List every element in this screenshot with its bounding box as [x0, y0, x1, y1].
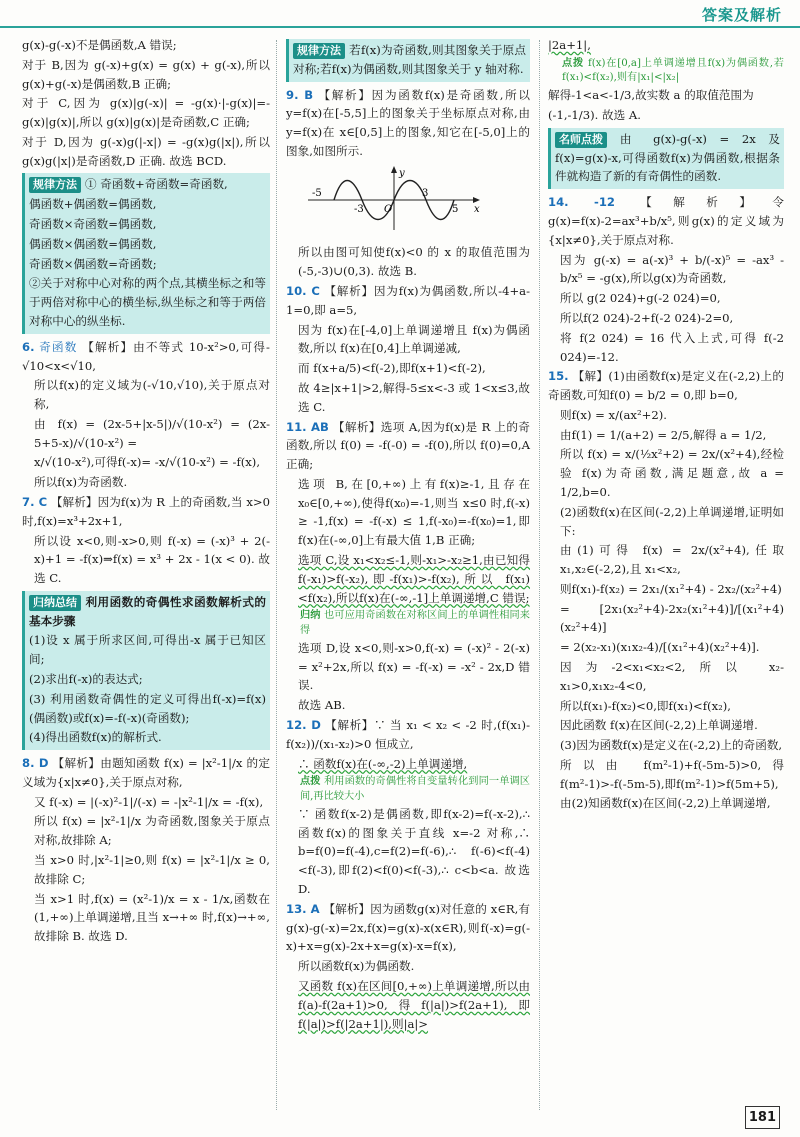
- box-line: ②关于对称中心对称的两个点,其横坐标之和等于两倍对称中心的横坐标,纵坐标之和等于两倍对称中心的纵坐标.: [29, 276, 266, 328]
- text-line: 当 x>0 时,|x²-1|≥0,则 f(x) = |x²-1|/x ≥ 0,故排除 C;: [34, 853, 270, 886]
- tick-label: 3: [422, 187, 429, 199]
- text-line: 所以 g(2 024)+g(-2 024)=0,: [560, 291, 721, 306]
- text-line: 因为 f(x)在[-4,0]上单调递增且 f(x)为偶函数,所以 f(x)在[0,4]上单调递减,: [298, 322, 530, 356]
- text-line: 因为-2<x₁<x₂<2,所以 x₂-x₁>0,x₁x₂-4<0,: [560, 660, 784, 693]
- note-label: 归纳: [300, 609, 321, 622]
- question-number: 8. D: [22, 756, 49, 771]
- box-title: 利用函数的奇偶性求函数解析式的基本步骤: [29, 594, 266, 628]
- question-number: 15.: [548, 369, 569, 384]
- question-number: 11. AB: [286, 419, 329, 434]
- text-line: 所以f(2 024)-2+f(-2 024)-2=0,: [560, 310, 734, 325]
- text-line: = [2x₁(x₂²+4)-2x₂(x₁²+4)]/[(x₁²+4)(x₂²+4)]: [560, 601, 784, 635]
- text-line: 故 4≥|x+1|>2,解得-5≤x<-3 或 1<x≤3,故选 C.: [298, 380, 530, 414]
- text-line: 【解析】令 g(x)=f(x)-2=ax³+b/x⁵,则g(x)的定义域为{x|x≠0},关于原点对称.: [548, 195, 784, 247]
- text-line: 【解析】由题知函数 f(x) = |x²-1|/x 的定义域为{x|x≠0},关于原点对称,: [22, 756, 270, 789]
- text-line: 解得-1<a<-1/3,故实数 a 的取值范围为: [548, 88, 754, 103]
- tick-label: -3: [354, 203, 364, 215]
- column-divider: [539, 40, 540, 1110]
- box-tag: 规律方法: [293, 43, 345, 59]
- tick-label: 5: [452, 203, 459, 215]
- note-text: 也可应用奇函数在对称区间上的单调性相同来得: [300, 610, 530, 636]
- box-line: (1)设 x 属于所求区间,可得出-x 属于已知区间;: [29, 633, 266, 667]
- header-rule: [0, 26, 800, 28]
- text-line: 【解析】因为函数g(x)对任意的 x∈R,有 g(x)-g(-x)=2x,f(x)=g(x)-x(x∈R),则f(-x)=g(-x)+x=g(x)-2x+x=g(x)-x=f(x),: [286, 901, 530, 954]
- box-tag: 规律方法: [29, 177, 81, 193]
- column-left: [22, 36, 270, 947]
- text-line: 则f(x) = x/(ax²+2).: [560, 407, 667, 422]
- question-number: 12. D: [286, 718, 321, 732]
- axis-label: y: [399, 167, 405, 179]
- summary-box: [22, 591, 270, 750]
- column-right: [548, 36, 784, 814]
- box-line: 偶函数+偶函数=偶函数,: [29, 197, 157, 212]
- origin-label: O: [384, 203, 393, 215]
- text-line: 所以由 f(m²-1)+f(-5m-5)>0,得 f(m²-1)>-f(-5m-5),即f(m²-1)>f(5m+5),: [560, 757, 784, 791]
- box-line: 奇函数×偶函数=奇函数;: [29, 256, 157, 271]
- text-line: 所以 f(x) = |x²-1|/x 为奇函数,图象关于原点对称,故排除 A;: [34, 814, 270, 848]
- question-number: 6.: [22, 339, 35, 354]
- text-line: ∴ 函数f(x)在(-∞,-2)上单调递增,: [298, 756, 468, 771]
- question-number: 13. A: [286, 901, 320, 916]
- text-line: 由 f(x) = (2x-5+|x-5|)/√(10-x²) = (2x-5+5-x)/√(10-x²) =: [34, 416, 270, 450]
- page-header-title: 答案及解析: [701, 6, 782, 24]
- text-line: 当 x>1 时,f(x) = (x²-1)/x = x - 1/x,函数在(1,+∞)上单调递增,且当 x→+∞ 时,f(x)→+∞,故排除 B. 故选 D.: [34, 891, 270, 944]
- text-line: 【解析】由不等式 10-x²>0,可得-√10<x<√10,: [22, 339, 270, 373]
- page-number: 181: [745, 1106, 780, 1129]
- text-line: 由(1)可得 f(x) = 2x/(x²+4),任取 x₁,x₂∈(-2,2),且 x₁<x₂,: [560, 543, 784, 577]
- text-line: 选项 D,设 x<0,则-x>0,f(-x) = (-x)² - 2(-x) = x²+2x,所以 f(x) = -f(-x) = -x² - 2x,D 错误.: [298, 640, 530, 693]
- text-line: 由(2)知函数f(x)在区间(-2,2)上单调递增,: [560, 796, 771, 811]
- tick-label: -5: [312, 187, 322, 199]
- column-divider: [276, 40, 277, 1110]
- note-text: f(x)在[0,a]上单调递增且f(x)为偶函数,若f(x₁)<f(x₂),则有|x₁|<|x₂|: [562, 57, 784, 84]
- text-line: 而 f(x+a/5)<f(-2),即f(x+1)<f(-2),: [298, 361, 486, 376]
- text-line: (3)因为函数f(x)是定义在(-2,2)上的奇函数,: [560, 738, 783, 753]
- text-line: 又 f(-x) = |(-x)²-1|/(-x) = -|x²-1|/x = -f(x),: [34, 794, 264, 809]
- text-line: 又函数 f(x)在区间[0,+∞)上单调递增,所以由f(a)-f(2a+1)>0,得f(|a|)>f(2a+1),即 f(|a|)>f(|2a+1|),则|a|>: [298, 978, 530, 1031]
- box-line: (3) 利用函数奇偶性的定义可得出f(-x)=f(x)(偶函数)或f(x)=-f(-x)(奇函数);: [29, 691, 266, 725]
- question-number: 10. C: [286, 284, 320, 299]
- text-line: 【解】(1)由函数f(x)是定义在(-2,2)上的奇函数,可知f(0) = b/2 = 0,即 b=0,: [548, 369, 784, 403]
- text-line: 选项 C,设 x₁<x₂≤-1,则-x₁>-x₂≥1,由已知得 f(-x₁)>f(-x₂),即-f(x₁)>-f(x₂),所以 f(x₁)<f(x₂),所以f(x)在(-∞,-1]上单调递增,C 错误;: [298, 552, 530, 605]
- question-number: 14. -12: [548, 195, 615, 210]
- answer: 奇函数: [39, 339, 78, 354]
- box-line: 奇函数×奇函数=偶函数,: [29, 217, 157, 232]
- text-line: 所以 f(x) = x/(½x²+2) = 2x/(x²+4),经检验 f(x)为奇函数,满足题意,故 a = 1/2,b=0.: [560, 447, 784, 499]
- text-line: 将 f(2 024) = 16 代入上式,可得 f(-2 024)=-12.: [560, 330, 784, 364]
- box-line: (2)求出f(-x)的表达式;: [29, 672, 143, 686]
- box-line: (4)得出函数f(x)的解析式.: [29, 730, 162, 745]
- text-line: 故选 AB.: [298, 698, 346, 713]
- note-label: 点拨: [300, 775, 321, 788]
- box-tag: 名师点拨: [555, 132, 607, 148]
- axis-label: x: [474, 203, 480, 215]
- box-line: 偶函数×偶函数=偶函数,: [29, 236, 157, 251]
- text-line: 所以由图可知使f(x)<0 的 x 的取值范围为(-5,-3)∪(0,3). 故选 B.: [298, 245, 530, 279]
- text-line: x/√(10-x²),可得f(-x)= -x/√(10-x²) = -f(x),: [34, 455, 261, 470]
- method-box: [286, 39, 530, 82]
- text-line: 则f(x₁)-f(x₂) = 2x₁/(x₁²+4) - 2x₂/(x₂²+4): [560, 581, 782, 596]
- note-text: 利用函数的奇偶性将自变量转化到同一单调区间,再比较大小: [300, 776, 530, 802]
- margin-note: [286, 774, 530, 804]
- question-number: 9. B: [286, 87, 314, 102]
- margin-note: [286, 608, 530, 638]
- box-line: ① 奇函数+奇函数=奇函数,: [85, 177, 228, 192]
- text-line: 因为 g(-x) = a(-x)³ + b/(-x)⁵ = -ax³ - b/x⁵ = -g(x),所以g(x)为奇函数,: [560, 252, 784, 286]
- text-line: ∵ 函数f(x-2)是偶函数,即f(x-2)=f(-x-2),∴ 函数f(x)的图象关于直线 x=-2 对称,∴ b=f(0)=f(-4),c=f(2)=f(-6),∴ f(-6)<f(-4)<f(-3),即f(2)<f(0)<f(-3),∴ c<b<a. 故选 D.: [298, 806, 530, 897]
- text-line: = 2(x₂-x₁)(x₁x₂-4)/[(x₁²+4)(x₂²+4)].: [560, 640, 760, 655]
- text-line: 【解析】选项 A,因为f(x)是 R 上的奇函数,所以 f(0) = -f(-0) = -f(0),所以 f(0)=0,A 正确;: [286, 419, 530, 472]
- text-line: 选项 B,在[0,+∞)上有f(x)≥-1,且存在 x₀∈[0,+∞),使得f(x₀)=-1,则当 x≤0 时,f(-x) ≥ -1,f(x) = -f(-x) ≤ 1,f(-x₀)=-f(x₀)=1,即 f(x)在(-∞,0]上有最大值 1,B 正确;: [298, 476, 530, 548]
- question-number: 7. C: [22, 494, 48, 509]
- column-middle: [286, 36, 530, 1034]
- y-axis-arrow: [391, 166, 397, 173]
- text-line: 因此函数 f(x)在区间(-2,2)上单调递增.: [560, 718, 758, 733]
- text-line: 所以f(x)的定义域为(-√10,√10),关于原点对称,: [34, 378, 270, 412]
- box-tag: 归纳总结: [29, 595, 81, 611]
- margin-note: [548, 56, 784, 86]
- text-line: (2)函数f(x)在区间(-2,2)上单调递增,证明如下:: [560, 504, 784, 538]
- x-axis-arrow: [473, 197, 480, 203]
- box-line: 由 g(x)-g(-x) = 2x 及 f(x)=g(x)-x,可得函数f(x)为偶函数,根据条件就构造了新的有奇偶性的函数.: [555, 131, 780, 184]
- text-line: |2a+1|,: [548, 38, 591, 52]
- header-bar: [0, 0, 800, 32]
- text-line: 【解析】因为函数f(x)是奇函数,所以 y=f(x)在[-5,5]上的图象关于坐标原点对称,由 y=f(x)在 x∈[0,5]上的图象,知它在[-5,0]上的图象,如图所示.: [286, 87, 531, 158]
- text-line: 对于 D,因为 g(-x)g(|-x|) = -g(x)g(|x|),所以 g(x)g(|x|)是奇函数,D 正确. 故选 BCD.: [22, 134, 270, 168]
- text-line: 对于 B,因为 g(-x)+g(x) = g(x) + g(-x),所以 g(x)+g(-x)是偶函数,B 正确;: [22, 57, 270, 91]
- box-line: 若f(x)为奇函数,则其图象关于原点对称;若f(x)为偶函数,则其图象关于 y 轴对称.: [293, 43, 526, 76]
- text-line: (-1,-1/3). 故选 A.: [548, 108, 641, 123]
- text-line: 【解析】因为f(x)为偶函数,所以-4+a-1=0,即 a=5,: [286, 284, 531, 317]
- text-line: 【解析】因为f(x)为 R 上的奇函数,当 x>0 时,f(x)=x³+2x+1,: [22, 494, 270, 528]
- text-line: 【解析】∵ 当 x₁ < x₂ < -2 时,(f(x₁)-f(x₂))/(x₁-x₂)>0 恒成立,: [286, 718, 530, 751]
- function-graph: [304, 164, 484, 234]
- text-line: 所以函数f(x)为偶函数.: [298, 959, 415, 974]
- text-line: 所以f(x)为奇函数.: [34, 475, 128, 490]
- tip-box: [548, 128, 784, 189]
- text-line: g(x)-g(-x)不是偶函数,A 错误;: [22, 38, 177, 52]
- text-line: 对于 C,因为 g(x)|g(-x)| = -g(x)·|-g(x)|=-g(x)|g(x)|,所以 g(x)|g(x)|是奇函数,C 正确;: [22, 96, 270, 130]
- method-box: [22, 173, 270, 333]
- note-label: 点拨: [562, 56, 584, 69]
- text-line: 由f(1) = 1/(a+2) = 2/5,解得 a = 1/2,: [560, 427, 767, 442]
- text-line: 所以f(x₁)-f(x₂)<0,即f(x₁)<f(x₂),: [560, 698, 731, 713]
- text-line: 所以设 x<0,则-x>0,则 f(-x) = (-x)³ + 2(-x)+1 = -f(x)⇒f(x) = x³ + 2x - 1(x < 0). 故选 C.: [34, 533, 270, 586]
